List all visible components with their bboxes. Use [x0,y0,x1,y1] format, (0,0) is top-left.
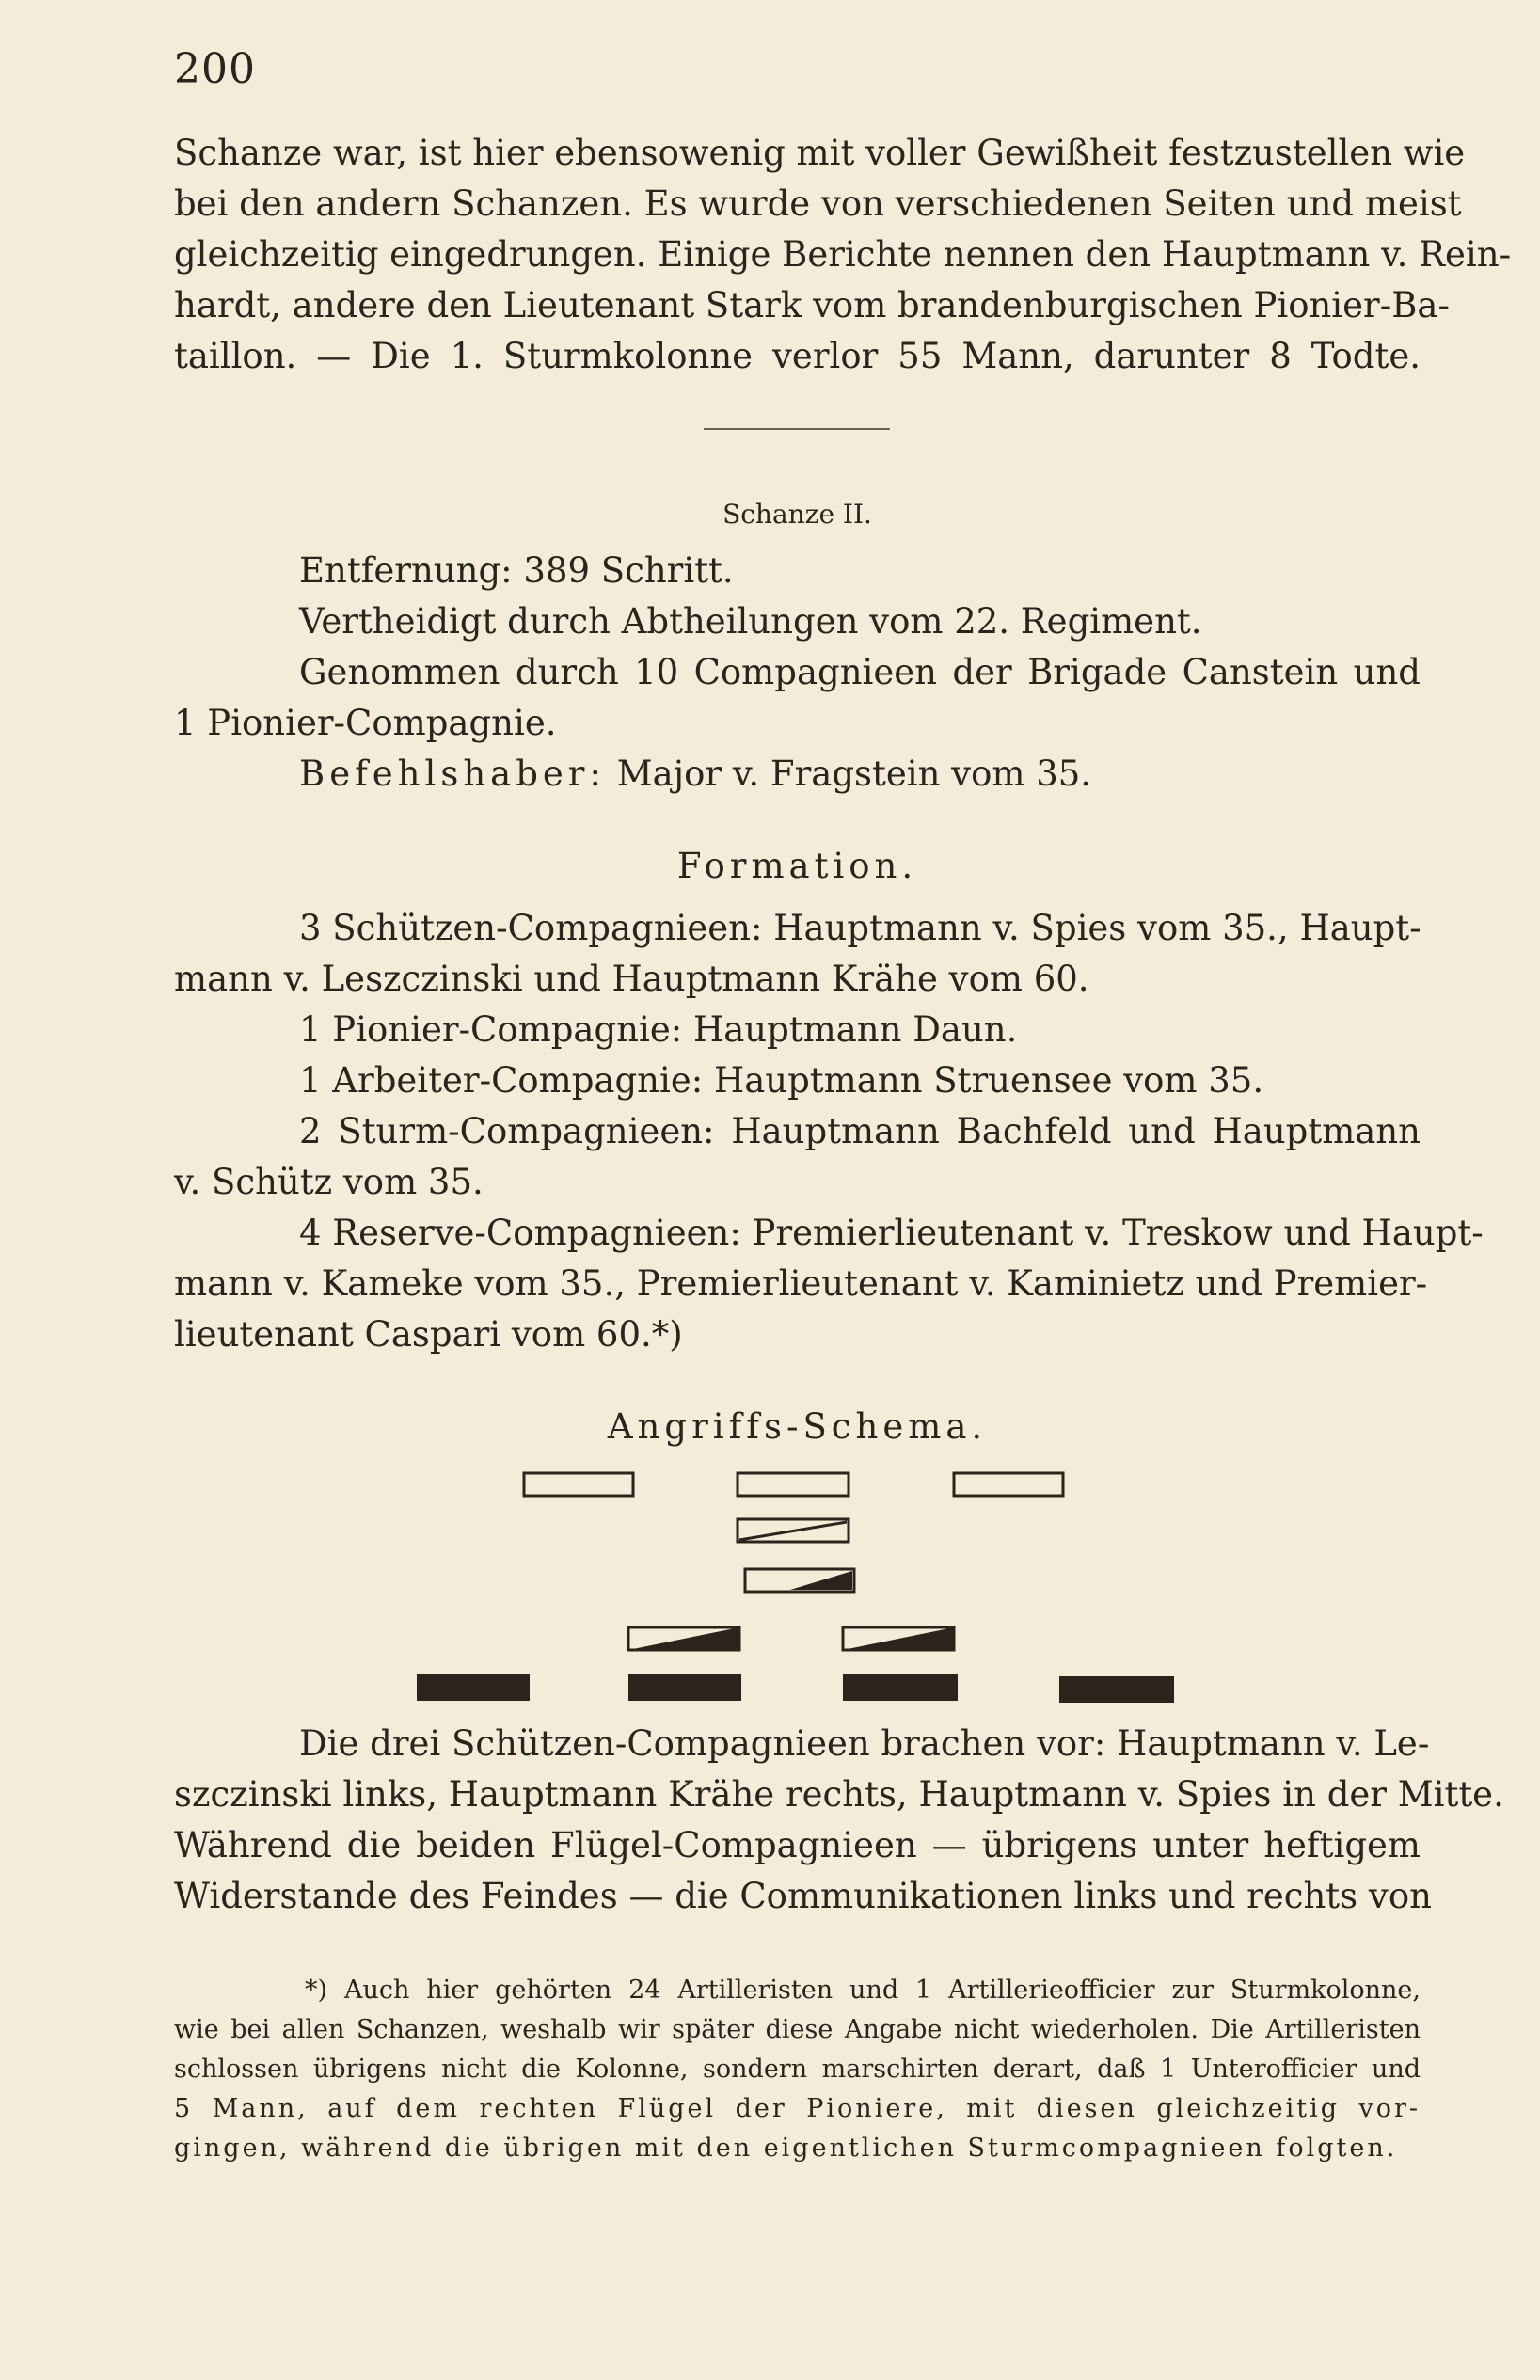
scheme-filled-block [417,1674,530,1701]
scheme-open-block [954,1473,1063,1496]
scheme-half-fill [843,1627,954,1650]
footnote-line: *) Auch hier gehörten 24 Artilleristen und 1 Artillerieofficier zur Sturmkolonne, [305,1975,1421,2005]
scheme-heading: Angriffs-Schema. [607,1406,988,1447]
paragraph1-line: Schanze war, ist hier ebensowenig mit voller Gewißheit festzustellen wie [174,133,1466,173]
paragraph2-line: szczinski links, Hauptmann Krähe rechts, Hauptmann v. Spies in der Mitte. [174,1774,1504,1815]
formation-line: mann v. Leszczinski und Hauptmann Krähe vom 60. [174,959,1089,999]
formation-line: lieutenant Caspari vom 60.*) [174,1314,683,1355]
formation-line: 3 Schützen-Compagnieen: Hauptmann v. Spies vom 35., Haupt- [299,908,1421,948]
commander-value: Major v. Fragstein vom 35. [616,754,1092,794]
paragraph2-line: Die drei Schützen-Compagnieen brachen vor: Hauptmann v. Le- [299,1723,1430,1764]
section-heading: Schanze II. [722,499,872,530]
formation-line: 1 Arbeiter-Compagnie: Hauptmann Struensee vom 35. [299,1060,1264,1101]
paragraph1-line: bei den andern Schanzen. Es wurde von verschiedenen Seiten und meist [174,183,1462,224]
paragraph1-line: taillon. — Die 1. Sturmkolonne verlor 55 Mann, darunter 8 Todte. [174,336,1421,376]
paragraph2-line: Während die beiden Flügel-Compagnieen — übrigens unter heftigem [174,1825,1421,1865]
paragraph1-line: gleichzeitig eingedrungen. Einige Berichte nennen den Hauptmann v. Rein- [174,234,1512,275]
taken-line: Genommen durch 10 Compagnieen der Brigade Canstein und [299,652,1421,692]
footnote-line: gingen, während die übrigen mit den eigentlichen Sturmcompagnieen folgten. [174,2134,1398,2163]
paragraph1-line: hardt, andere den Lieutenant Stark vom brandenburgischen Pionier-Ba- [174,285,1450,325]
scheme-open-block [738,1473,849,1496]
formation-heading: Formation. [676,846,918,886]
formation-line: 1 Pionier-Compagnie: Hauptmann Daun. [299,1009,1018,1050]
footnote-line: schlossen übrigens nicht die Kolonne, sondern marschirten derart, daß 1 Unterofficier und [174,2055,1421,2084]
defended-line: Vertheidigt durch Abtheilungen vom 22. Regiment. [299,601,1202,642]
scheme-filled-block [628,1674,741,1701]
taken-line: 1 Pionier-Compagnie. [174,703,557,743]
formation-line: v. Schütz vom 35. [174,1162,484,1202]
formation-line: mann v. Kameke vom 35., Premierlieutenant v. Kaminietz und Premier- [174,1263,1428,1304]
distance-line: Entfernung: 389 Schritt. [299,550,734,591]
commander-label: Befehlshaber: [299,754,606,794]
scheme-filled-block [1059,1676,1174,1703]
scheme-diagonal-line [739,1522,847,1540]
scheme-half-fill [628,1627,739,1650]
scheme-open-block [524,1473,633,1496]
scheme-hatch-fill [790,1571,852,1590]
formation-line: 4 Reserve-Compagnieen: Premierlieutenant v. Treskow und Haupt- [299,1213,1484,1253]
formation-line: 2 Sturm-Compagnieen: Hauptmann Bachfeld und Hauptmann [299,1111,1421,1151]
footnote-line: wie bei allen Schanzen, weshalb wir später diese Angabe nicht wiederholen. Die Artilleristen [174,2015,1421,2044]
page-number: 200 [174,45,256,93]
paragraph2-line: Widerstande des Feindes — die Communikationen links und rechts von [174,1876,1432,1916]
scheme-filled-block [843,1674,958,1701]
footnote-line: 5 Mann, auf dem rechten Flügel der Pioniere, mit diesen gleichzeitig vor- [174,2094,1421,2123]
